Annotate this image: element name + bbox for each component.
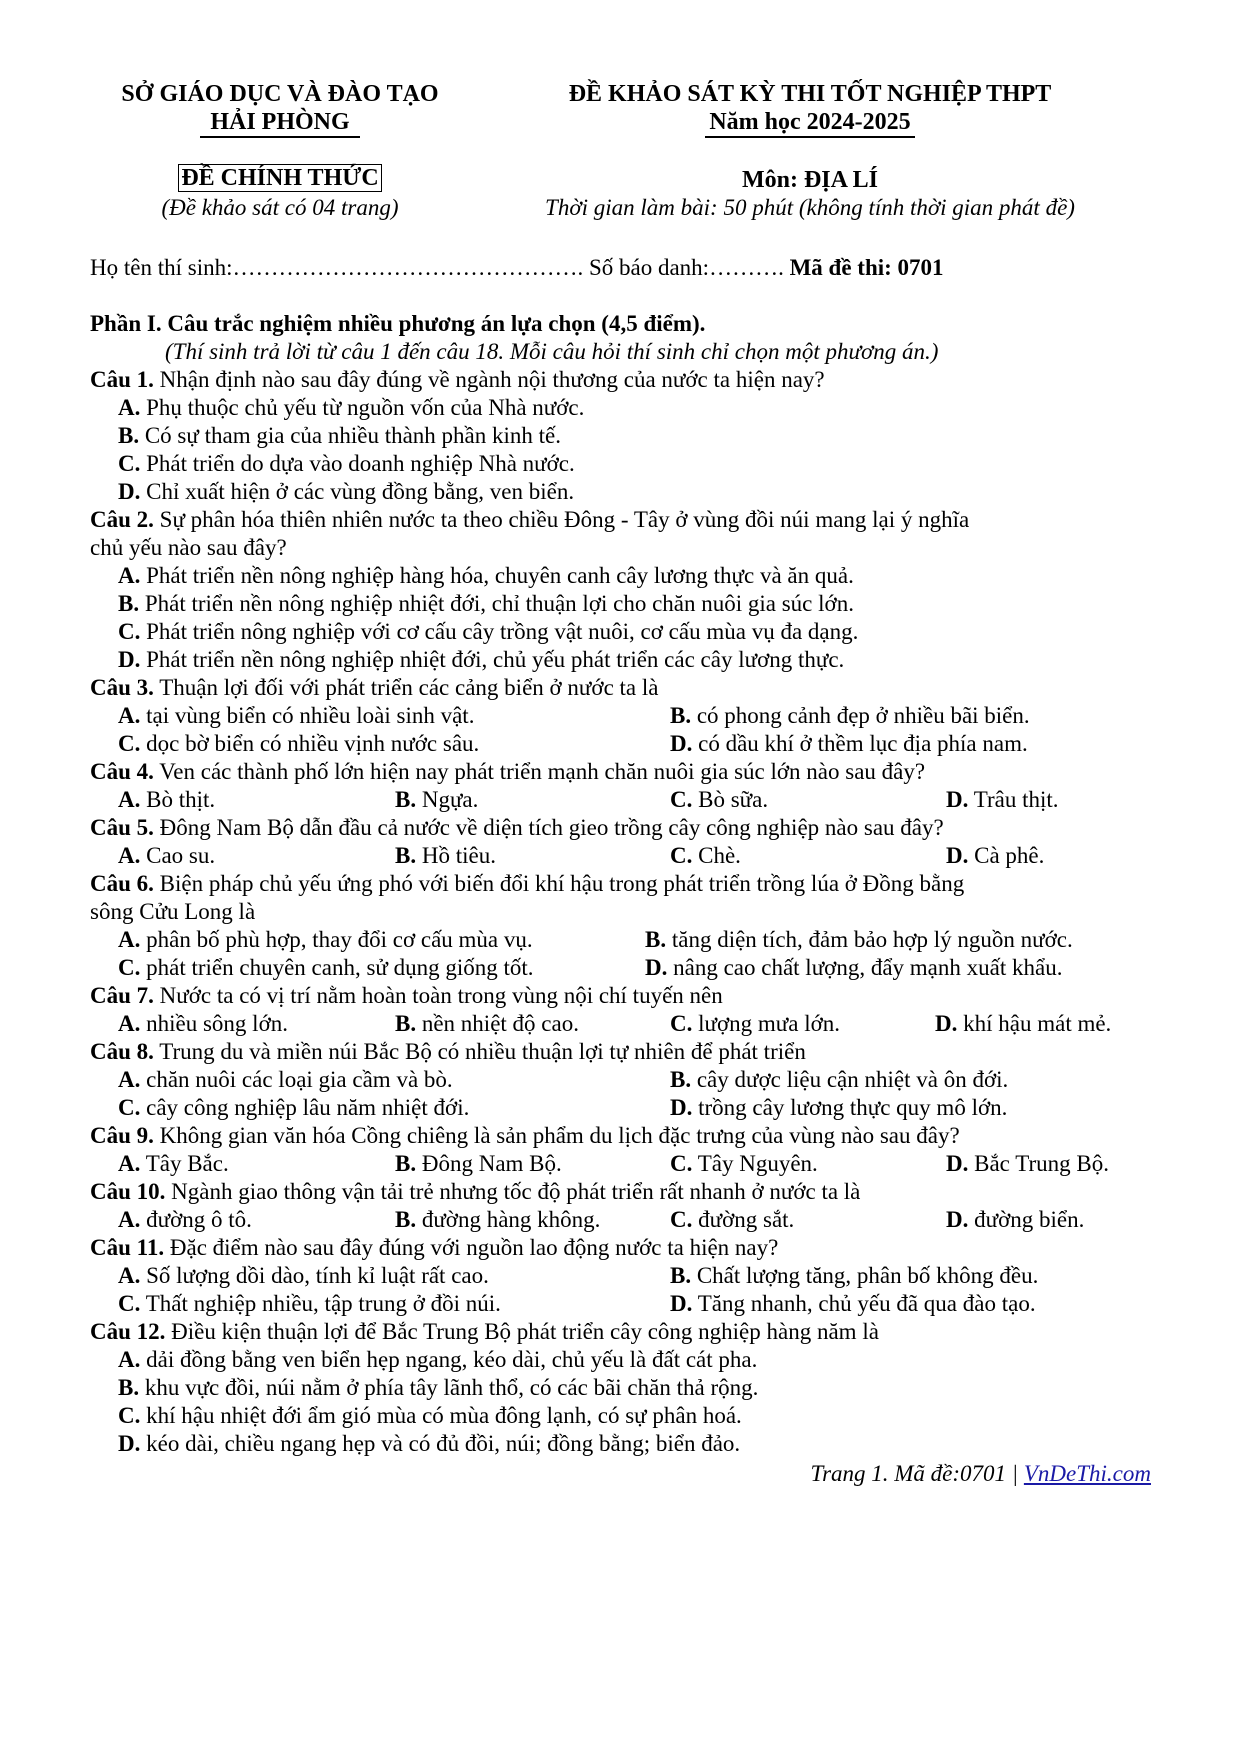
option: B. có phong cảnh đẹp ở nhiều bãi biển.	[670, 703, 1030, 728]
option: D. đường biển.	[946, 1207, 1085, 1232]
option: D. nâng cao chất lượng, đẩy mạnh xuất khẩu.	[645, 955, 1063, 980]
time-note: Thời gian làm bài: 50 phút (không tính thời gian phát đề)	[545, 195, 1075, 220]
option: B. khu vực đồi, núi nằm ở phía tây lãnh thổ, có các bãi chăn thả rộng.	[118, 1375, 759, 1400]
option: A. chăn nuôi các loại gia cầm và bò.	[118, 1067, 453, 1092]
option: B. Có sự tham gia của nhiều thành phần kinh tế.	[118, 423, 561, 448]
option: C. đường sắt.	[670, 1207, 795, 1232]
question-3	[90, 676, 658, 699]
option: D. kéo dài, chiều ngang hẹp và có đủ đồi, núi; đồng bằng; biển đảo.	[118, 1431, 741, 1456]
part1-title: Phần I. Câu trắc nghiệm nhiều phương án lựa chọn (4,5 điểm).	[90, 311, 706, 336]
question-text: Thuận lợi đối với phát triển các cảng biển ở nước ta là	[153, 675, 659, 700]
question-text: Sự phân hóa thiên nhiên nước ta theo chiều Đông - Tây ở vùng đồi núi mang lại ý nghĩa	[153, 507, 970, 532]
option: A. tại vùng biển có nhiều loài sinh vật.	[118, 703, 475, 728]
option: B. đường hàng không.	[395, 1207, 601, 1232]
option: B. Đông Nam Bộ.	[395, 1151, 562, 1176]
question-1	[90, 368, 825, 391]
question-text: Trung du và miền núi Bắc Bộ có nhiều thuận lợi tự nhiên để phát triển	[153, 1039, 806, 1064]
official-label: ĐỀ CHÍNH THỨC	[178, 164, 381, 192]
option: A. Phụ thuộc chủ yếu từ nguồn vốn của Nhà nước.	[118, 395, 585, 420]
option: A. phân bố phù hợp, thay đổi cơ cấu mùa vụ.	[118, 927, 533, 952]
exam-code: Mã đề thi: 0701	[783, 255, 944, 280]
exam-title: ĐỀ KHẢO SÁT KỲ THI TỐT NGHIỆP THPT	[568, 81, 1052, 107]
option: C. Phát triển nông nghiệp với cơ cấu cây trồng vật nuôi, cơ cấu mùa vụ đa dạng.	[118, 619, 859, 644]
option: C. Tây Nguyên.	[670, 1151, 818, 1176]
question-number: Câu 12.	[90, 1319, 166, 1344]
city-name: HẢI PHÒNG	[210, 109, 350, 135]
option: D. Phát triển nền nông nghiệp nhiệt đới, chủ yếu phát triển các cây lương thực.	[118, 647, 845, 672]
option: C. Chè.	[670, 843, 741, 868]
option: D. Cà phê.	[946, 843, 1045, 868]
question-text: Ven các thành phố lớn hiện nay phát triển mạnh chăn nuôi gia súc lớn nào sau đây?	[153, 759, 926, 784]
option: A. Bò thịt.	[118, 787, 216, 812]
option: C. khí hậu nhiệt đới ẩm gió mùa có mùa đông lạnh, có sự phân hoá.	[118, 1403, 742, 1428]
candidate-line	[90, 256, 944, 279]
page-footer	[811, 1462, 1151, 1485]
question-6	[90, 872, 964, 895]
pages-note: (Đề khảo sát có 04 trang)	[161, 195, 399, 220]
option: A. Tây Bắc.	[118, 1151, 229, 1176]
subject: Môn: ĐỊA LÍ	[741, 167, 879, 193]
question-text: Không gian văn hóa Cồng chiêng là sản phẩm du lịch đặc trưng của vùng nào sau đây?	[153, 1123, 960, 1148]
question-11	[90, 1236, 778, 1259]
department-name: SỞ GIÁO DỤC VÀ ĐÀO TẠO	[121, 81, 439, 107]
option: B. nền nhiệt độ cao.	[395, 1011, 579, 1036]
option: B. cây dược liệu cận nhiệt và ôn đới.	[670, 1067, 1009, 1092]
option: A. nhiều sông lớn.	[118, 1011, 288, 1036]
question-2	[90, 508, 969, 531]
option: C. Thất nghiệp nhiều, tập trung ở đồi núi.	[118, 1291, 501, 1316]
option: A. Phát triển nền nông nghiệp hàng hóa, chuyên canh cây lương thực và ăn quả.	[118, 563, 854, 588]
option: D. có dầu khí ở thềm lục địa phía nam.	[670, 731, 1028, 756]
question-number: Câu 6.	[90, 871, 154, 896]
question-number: Câu 8.	[90, 1039, 154, 1064]
option: A. dải đồng bằng ven biển hẹp ngang, kéo dài, chủ yếu là đất cát pha.	[118, 1347, 758, 1372]
question-text: Nhận định nào sau đây đúng về ngành nội thương của nước ta hiện nay?	[153, 367, 825, 392]
option: A. Cao su.	[118, 843, 216, 868]
question-12	[90, 1320, 879, 1343]
school-year: Năm học 2024-2025	[709, 109, 911, 135]
option: C. Phát triển do dựa vào doanh nghiệp Nhà nước.	[118, 451, 575, 476]
question-number: Câu 2.	[90, 507, 154, 532]
option: B. Ngựa.	[395, 787, 479, 812]
option: C. cây công nghiệp lâu năm nhiệt đới.	[118, 1095, 470, 1120]
question-number: Câu 9.	[90, 1123, 154, 1148]
official-box-wrap	[100, 166, 460, 190]
site-link[interactable]: VnDeThi.com	[1023, 1461, 1151, 1486]
question-number: Câu 5.	[90, 815, 154, 840]
question-text: Đông Nam Bộ dẫn đầu cả nước về diện tích gieo trồng cây công nghiệp nào sau đây?	[153, 815, 944, 840]
question-text: Ngành giao thông vận tải trẻ nhưng tốc độ phát triển rất nhanh ở nước ta là	[165, 1179, 861, 1204]
question-number: Câu 3.	[90, 675, 154, 700]
question-number: Câu 10.	[90, 1179, 166, 1204]
part1-instruction: (Thí sinh trả lời từ câu 1 đến câu 18. Mỗi câu hỏi thí sinh chỉ chọn một phương án.)	[165, 339, 939, 364]
question-number: Câu 7.	[90, 983, 154, 1008]
question-4	[90, 760, 925, 783]
question-7	[90, 984, 723, 1007]
option: C. phát triển chuyên canh, sử dụng giống tốt.	[118, 955, 534, 980]
option: B. tăng diện tích, đảm bảo hợp lý nguồn nước.	[645, 927, 1073, 952]
question-number: Câu 1.	[90, 367, 154, 392]
question-text-cont: chủ yếu nào sau đây?	[90, 535, 287, 560]
question-text: Điều kiện thuận lợi để Bắc Trung Bộ phát triển cây công nghiệp hàng năm là	[165, 1319, 879, 1344]
question-9	[90, 1124, 960, 1147]
header-underline-left	[200, 136, 360, 138]
question-text: Đặc điểm nào sau đây đúng với nguồn lao động nước ta hiện nay?	[164, 1235, 779, 1260]
option: D. khí hậu mát mẻ.	[935, 1011, 1112, 1036]
option: D. Trâu thịt.	[946, 787, 1059, 812]
option: B. Hồ tiêu.	[395, 843, 496, 868]
option: A. Số lượng dồi dào, tính kỉ luật rất cao.	[118, 1263, 489, 1288]
question-text: Nước ta có vị trí nằm hoàn toàn trong vùng nội chí tuyến nên	[153, 983, 723, 1008]
candidate-fields: Họ tên thí sinh:………………………………………. Số báo danh:……….	[90, 255, 784, 280]
option: B. Chất lượng tăng, phân bố không đều.	[670, 1263, 1039, 1288]
question-10	[90, 1180, 860, 1203]
question-5	[90, 816, 944, 839]
option: D. Tăng nhanh, chủ yếu đã qua đào tạo.	[670, 1291, 1036, 1316]
option: D. Bắc Trung Bộ.	[946, 1151, 1109, 1176]
option: C. Bò sữa.	[670, 787, 769, 812]
option: C. dọc bờ biển có nhiều vịnh nước sâu.	[118, 731, 480, 756]
question-8	[90, 1040, 806, 1063]
option: D. Chỉ xuất hiện ở các vùng đồng bằng, ven biển.	[118, 479, 575, 504]
header-underline-right	[705, 136, 915, 138]
option: A. đường ô tô.	[118, 1207, 252, 1232]
question-text: Biện pháp chủ yếu ứng phó với biến đổi khí hậu trong phát triển trồng lúa ở Đồng bằng	[153, 871, 965, 896]
question-number: Câu 4.	[90, 759, 154, 784]
option: B. Phát triển nền nông nghiệp nhiệt đới, chỉ thuận lợi cho chăn nuôi gia súc lớn.	[118, 591, 854, 616]
option: D. trồng cây lương thực quy mô lớn.	[670, 1095, 1008, 1120]
footer-page-text: Trang 1. Mã đề:0701 |	[810, 1461, 1024, 1486]
question-number: Câu 11.	[90, 1235, 165, 1260]
question-text-cont: sông Cửu Long là	[90, 899, 256, 924]
option: C. lượng mưa lớn.	[670, 1011, 841, 1036]
